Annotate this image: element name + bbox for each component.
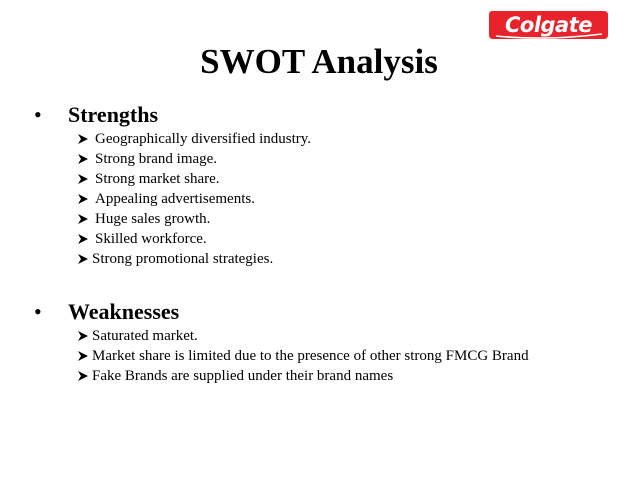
list-item xyxy=(77,229,311,249)
section-heading xyxy=(34,101,311,129)
list-item-text: Strong promotional strategies. xyxy=(92,251,274,267)
weaknesses-list xyxy=(77,326,529,386)
list-item xyxy=(77,366,529,386)
section-label-weaknesses: Weaknesses xyxy=(68,299,180,324)
list-item xyxy=(77,129,311,149)
list-item-text: Strong market share. xyxy=(95,171,220,187)
arrowhead-bullet-icon xyxy=(77,193,95,205)
arrowhead-bullet-icon xyxy=(77,330,92,342)
list-item-text: Strong brand image. xyxy=(95,151,218,167)
round-bullet: • xyxy=(34,102,42,127)
list-item xyxy=(77,346,529,366)
list-item xyxy=(77,249,311,269)
list-item xyxy=(77,149,311,169)
logo-text: Colgate xyxy=(504,13,593,37)
list-item-text: Market share is limited due to the presence of other strong FMCG Brand xyxy=(92,348,529,364)
list-item-text: Skilled workforce. xyxy=(95,231,207,247)
list-item xyxy=(77,326,529,346)
section-weaknesses xyxy=(34,298,529,386)
arrowhead-bullet-icon xyxy=(77,253,92,265)
section-label-strengths: Strengths xyxy=(68,102,159,127)
list-item xyxy=(77,169,311,189)
arrowhead-bullet-icon xyxy=(77,213,95,225)
list-item xyxy=(77,189,311,209)
list-item-text: Geographically diversified industry. xyxy=(95,131,312,147)
arrowhead-bullet-icon xyxy=(77,233,95,245)
list-item-text: Appealing advertisements. xyxy=(95,191,255,207)
list-item-text: Huge sales growth. xyxy=(95,211,211,227)
arrowhead-bullet-icon xyxy=(77,153,95,165)
colgate-logo xyxy=(486,8,611,42)
list-item xyxy=(77,209,311,229)
section-heading xyxy=(34,298,529,326)
section-strengths xyxy=(34,101,311,269)
list-item-text: Fake Brands are supplied under their brand names xyxy=(92,368,394,384)
arrowhead-bullet-icon xyxy=(77,350,92,362)
arrowhead-bullet-icon xyxy=(77,173,95,185)
round-bullet: • xyxy=(34,299,42,324)
slide-title: SWOT Analysis xyxy=(200,42,438,81)
strengths-list xyxy=(77,129,311,269)
arrowhead-bullet-icon xyxy=(77,133,95,145)
list-item-text: Saturated market. xyxy=(92,328,198,344)
arrowhead-bullet-icon xyxy=(77,370,92,382)
